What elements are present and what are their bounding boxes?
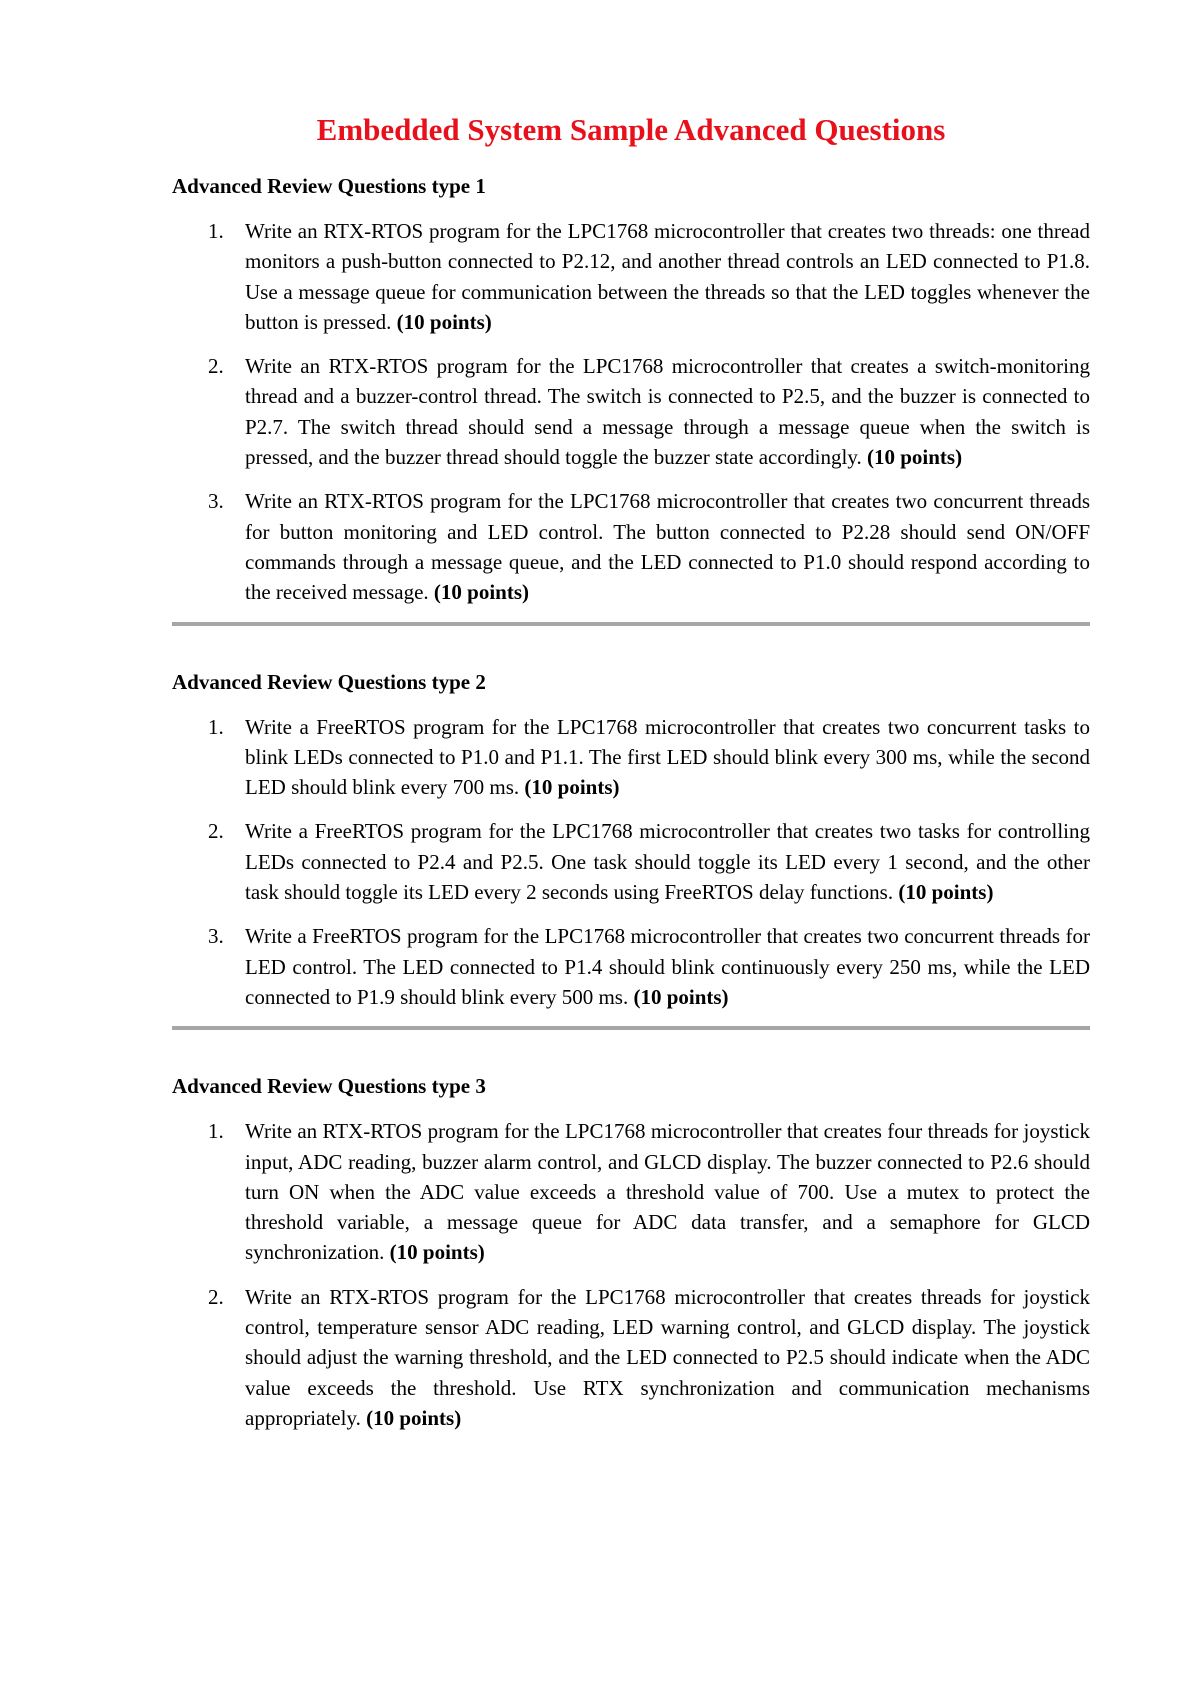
question-points: (10 points) bbox=[389, 1240, 485, 1265]
question-number: 1. bbox=[208, 219, 224, 243]
question-item bbox=[172, 1282, 1090, 1433]
section-type-3 bbox=[172, 1072, 1090, 1433]
question-number: 1. bbox=[208, 714, 224, 739]
document-page bbox=[172, 110, 1090, 1447]
question-number: 3. bbox=[208, 924, 224, 949]
question-points: (10 points) bbox=[366, 1405, 462, 1430]
question-text: Write an RTX-RTOS program for the LPC1768 microcontroller that creates a switch-monitoring thread and a buzzer-control thread. The switch is connected to P2.5, and the buzzer is connected to P2.7. The switch thread should send a message through a message queue when the switch is pressed, and the buzzer thread should toggle the buzzer state accordingly. bbox=[245, 354, 1090, 470]
section-type-1 bbox=[172, 172, 1090, 626]
question-points: (10 points) bbox=[898, 880, 994, 905]
question-text: Write a FreeRTOS program for the LPC1768 microcontroller that creates two concurrent threads for LED control. The LED connected to P1.4 should blink continuously every 250 ms, while the LED connected to P1.9 should blink every 500 ms. bbox=[245, 924, 1090, 1009]
section-heading: Advanced Review Questions type 2 bbox=[172, 669, 486, 694]
question-item bbox=[172, 216, 1090, 337]
question-text: Write an RTX-RTOS program for the LPC1768 microcontroller that creates threads for joystick control, temperature sensor ADC reading, LED warning control, and GLCD display. The joystick should adjust the warning threshold, and the LED connected to P2.5 should indicate when the ADC value exceeds the threshold. Use RTX synchronization and communication mechanisms appropriately. bbox=[245, 1284, 1090, 1430]
section-type-2 bbox=[172, 668, 1090, 1031]
section-heading: Advanced Review Questions type 3 bbox=[172, 1074, 486, 1099]
question-text: Write an RTX-RTOS program for the LPC1768 microcontroller that creates two concurrent threads for button monitoring and LED control. The button connected to P2.28 should send ON/OFF commands through a message queue, and the LED connected to P1.0 should respond according to the received message. bbox=[245, 489, 1090, 605]
question-number: 2. bbox=[208, 819, 224, 844]
question-number: 3. bbox=[208, 489, 224, 514]
question-number: 1. bbox=[208, 1119, 224, 1144]
question-list bbox=[172, 712, 1090, 1013]
question-list bbox=[172, 216, 1090, 608]
section-divider bbox=[172, 1026, 1090, 1030]
question-text: Write an RTX-RTOS program for the LPC1768 microcontroller that creates two threads: one thread monitors a push-button connected to P2.12, and another thread controls an LED connected to P1.8. Use a message queue for communication between the threads so that the LED toggles whenever the button is pressed. bbox=[245, 219, 1090, 334]
question-item bbox=[172, 351, 1090, 472]
question-list bbox=[172, 1116, 1090, 1433]
question-text: Write a FreeRTOS program for the LPC1768 microcontroller that creates two concurrent tasks to blink LEDs connected to P1.0 and P1.1. The first LED should blink every 300 ms, while the second LED should blink every 700 ms. bbox=[245, 714, 1090, 800]
question-item bbox=[172, 1116, 1090, 1267]
question-item bbox=[172, 486, 1090, 607]
question-points: (10 points) bbox=[396, 309, 492, 334]
question-number: 2. bbox=[208, 354, 224, 379]
section-heading: Advanced Review Questions type 1 bbox=[172, 174, 486, 198]
question-item bbox=[172, 921, 1090, 1012]
section-divider bbox=[172, 622, 1090, 626]
question-text: Write an RTX-RTOS program for the LPC1768 microcontroller that creates four threads for joystick input, ADC reading, buzzer alarm control, and GLCD display. The buzzer connected to P2.6 should turn ON when the ADC value exceeds a threshold value of 700. Use a mutex to protect the threshold variable, a message queue for ADC data transfer, and a semaphore for GLCD synchronization. bbox=[245, 1119, 1090, 1265]
document-title: Embedded System Sample Advanced Questions bbox=[316, 112, 946, 147]
question-points: (10 points) bbox=[524, 775, 620, 800]
question-number: 2. bbox=[208, 1284, 224, 1309]
question-item bbox=[172, 712, 1090, 803]
question-points: (10 points) bbox=[866, 445, 963, 470]
question-text: Write a FreeRTOS program for the LPC1768 microcontroller that creates two tasks for controlling LEDs connected to P2.4 and P2.5. One task should toggle its LED every 1 second, and the other task should toggle its LED every 2 seconds using FreeRTOS delay functions. bbox=[245, 819, 1090, 905]
question-points: (10 points) bbox=[633, 984, 729, 1009]
question-item bbox=[172, 816, 1090, 907]
question-points: (10 points) bbox=[433, 580, 530, 605]
